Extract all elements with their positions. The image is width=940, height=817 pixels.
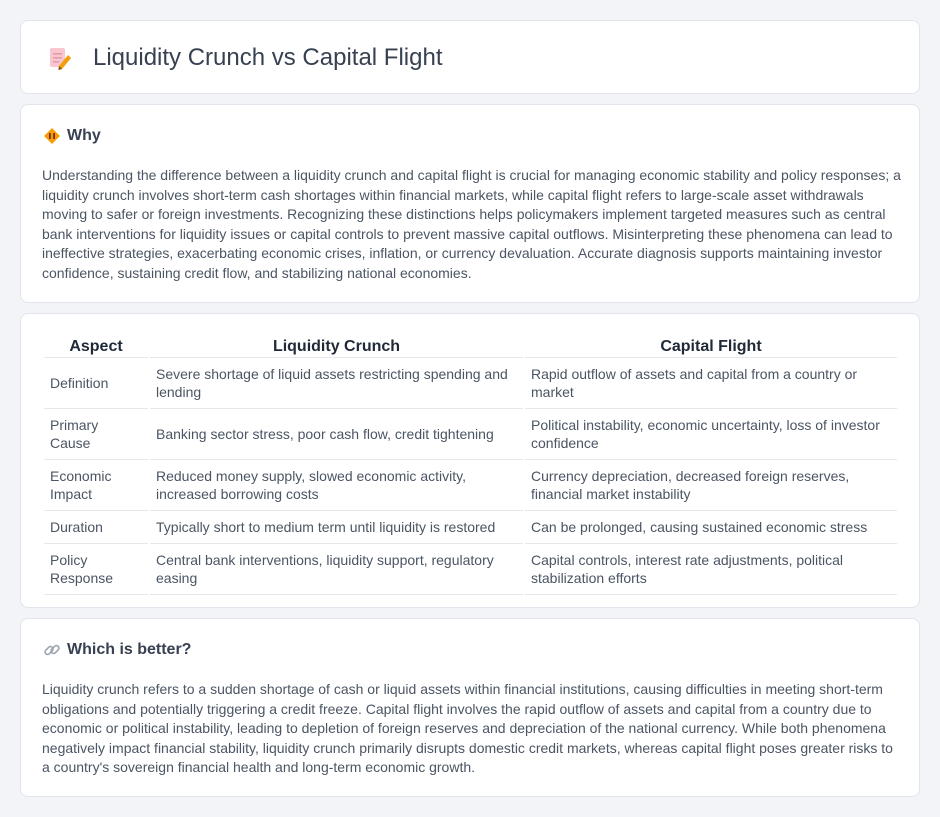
capital-cell: Rapid outflow of assets and capital from a country or market <box>525 358 897 409</box>
aspect-cell: Primary Cause <box>44 409 148 460</box>
capital-cell: Political instability, economic uncertainty, loss of investor confidence <box>525 409 897 460</box>
title-card <box>20 20 920 94</box>
comparison-table <box>42 336 899 595</box>
why-heading: Why <box>67 127 101 144</box>
header-capital-flight: Capital Flight <box>525 336 897 358</box>
capital-cell: Can be prolonged, causing sustained economic stress <box>525 511 897 544</box>
table-row <box>44 358 897 409</box>
table-row <box>44 409 897 460</box>
liquidity-cell: Typically short to medium term until liquidity is restored <box>150 511 523 544</box>
why-text: Understanding the difference between a liquidity crunch and capital flight is crucial for managing economic stability and policy responses; a liquidity crunch involves short-term cash shortages within financial markets, while capital flight refers to large-scale asset withdrawals moving to safer or foreign investments. Recognizing these distinctions helps policymakers implement targeted measures such as central bank interventions for liquidity issues or capital controls to prevent massive capital outflows. Misinterpreting these phenomena can lead to ineffective strategies, exacerbating economic crises, inflation, or currency devaluation. Accurate diagnosis supports maintaining investor confidence, sustaining credit flow, and stabilizing national economies. <box>42 167 901 281</box>
header-aspect: Aspect <box>44 336 148 358</box>
table-row <box>44 460 897 511</box>
aspect-cell: Definition <box>44 358 148 409</box>
capital-cell: Capital controls, interest rate adjustments, political stabilization efforts <box>525 544 897 595</box>
why-section <box>20 104 920 303</box>
aspect-cell: Policy Response <box>44 544 148 595</box>
link-icon <box>43 641 61 659</box>
aspect-cell: Economic Impact <box>44 460 148 511</box>
comparison-section <box>20 313 920 608</box>
liquidity-cell: Severe shortage of liquid assets restricting spending and lending <box>150 358 523 409</box>
table-row <box>44 544 897 595</box>
table-header-row <box>44 336 897 358</box>
which-is-better-section <box>20 618 920 797</box>
diamond-signal-icon <box>43 127 61 145</box>
header-liquidity-crunch: Liquidity Crunch <box>150 336 523 358</box>
better-text: Liquidity crunch refers to a sudden shortage of cash or liquid assets within financial institutions, causing difficulties in meeting short-term obligations and potentially triggering a credit freeze. Capital flight involves the rapid outflow of assets and capital from a country due to economic or political instability, leading to depletion of foreign reserves and depreciation of the national currency. While both phenomena negatively impact financial stability, liquidity crunch primarily disrupts domestic credit markets, whereas capital flight poses greater risks to a country's sovereign financial health and long-term economic growth. <box>42 681 893 776</box>
table-row <box>44 511 897 544</box>
page-title: Liquidity Crunch vs Capital Flight <box>93 44 443 71</box>
aspect-cell: Duration <box>44 511 148 544</box>
liquidity-cell: Central bank interventions, liquidity support, regulatory easing <box>150 544 523 595</box>
document-pencil-icon <box>45 44 73 72</box>
capital-cell: Currency depreciation, decreased foreign reserves, financial market instability <box>525 460 897 511</box>
liquidity-cell: Banking sector stress, poor cash flow, credit tightening <box>150 409 523 460</box>
liquidity-cell: Reduced money supply, slowed economic activity, increased borrowing costs <box>150 460 523 511</box>
better-heading: Which is better? <box>67 641 192 658</box>
